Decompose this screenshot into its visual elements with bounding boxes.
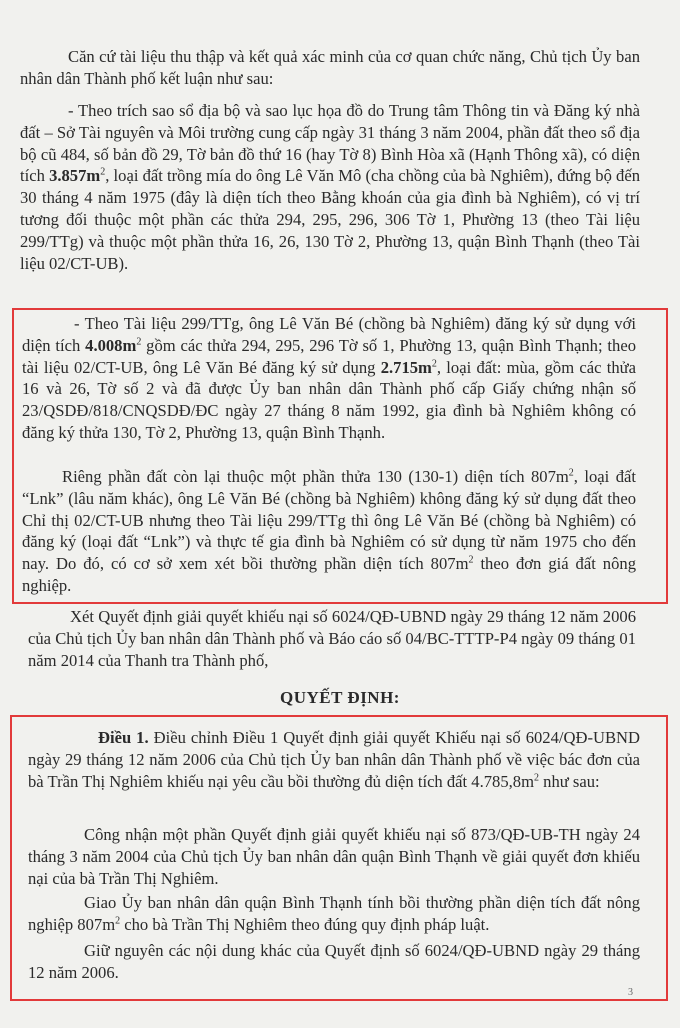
paragraph-text: như sau: bbox=[539, 771, 600, 791]
paragraph-text: - Theo trích sao sổ địa bộ và sao lục họa đồ do Trung tâm Thông tin và Đăng ký nhà đất – Sở Tài nguyên và Môi trường cung cấp ngày 31 tháng 3 năm 2004, phần đất theo sổ địa bộ cũ 484, số bản đồ 29, Tờ bản đồ thứ 16 (hay Tờ 8) Bình Hòa xã (Hạnh Thông xã), có diện tích bbox=[20, 101, 640, 186]
paragraph-considering-decision bbox=[28, 606, 636, 671]
paragraph-text: - Theo Tài liệu 299/TTg, ông Lê Văn Bé (chồng bà Nghiêm) đăng ký sử dụng với diện tích bbox=[22, 314, 636, 355]
intro-paragraph bbox=[20, 46, 640, 90]
paragraph-text: , loại đất: mùa, gồm các thửa 16 và 26, Tờ số 2 và đã được Ủy ban nhân dân Thành phố cấp Giấy chứng nhận số 23/QSDĐ/818/CNQSDĐ/ĐC ngày 27 tháng 8 năm 1992, gia đình bà Nghiêm không có đăng ký thửa 130, Tờ 2, Phường 13, quận Bình Thạnh. bbox=[22, 357, 637, 442]
paragraph-text: theo đơn giá đất nông nghiệp. bbox=[22, 554, 636, 595]
superscript: 2 bbox=[136, 336, 142, 348]
paragraph-text: Công nhận một phần Quyết định giải quyết khiếu nại số 873/QĐ-UB-TH ngày 24 tháng 3 năm 2004 của Chủ tịch Ủy ban nhân dân quận Bình Thạnh về giải quyết đơn khiếu nại của bà Trần Thị Nghiêm. bbox=[28, 825, 640, 888]
paragraph-keep-contents bbox=[28, 940, 640, 984]
paragraph-text: gồm các thửa 294, 295, 296 Tờ số 1, Phường 13, quận Bình Thạnh; theo tài liệu 02/CT-UB, ông Lê Văn Bé đăng ký sử dụng bbox=[22, 335, 636, 377]
paragraph-text: Xét Quyết định giải quyết khiếu nại số 6024/QĐ-UBND ngày 29 tháng 12 năm 2006 của Chủ tịch Ủy ban nhân dân Thành phố và Báo cáo số 04/BC-TTTP-P4 ngày 09 tháng 01 năm 2014 của Thanh tra Thành phố, bbox=[28, 607, 636, 670]
paragraph-text: , loại đất “Lnk” (lâu năm khác), ông Lê Văn Bé (chồng bà Nghiêm) không đăng ký sử dụng đất theo Chỉ thị 02/CT-UB nhưng theo Tài liệu 299/TTg thì ông Lê Văn Bé (chồng bà Nghiêm) có đăng ký (loại đất “Lnk”) và thực tế gia đình bà Nghiêm có sử dụng từ năm 1975 cho đến nay. Do đó, có cơ sở xem xét bồi thường phần diện tích 807m bbox=[22, 467, 637, 574]
paragraph-text: cho bà Trần Thị Nghiêm theo đúng quy định pháp luật. bbox=[120, 914, 490, 934]
article-label: Điều 1. bbox=[98, 728, 149, 747]
decision-heading: QUYẾT ĐỊNH: bbox=[280, 688, 400, 707]
superscript: 2 bbox=[431, 358, 437, 370]
paragraph-registration-299 bbox=[22, 313, 636, 444]
paragraph-text: , loại đất trồng mía do ông Lê Văn Mô (cha chồng của bà Nghiêm), đứng bộ đến 30 tháng 4 năm 1975 (đây là diện tích theo Bằng khoán của gia đình bà Nghiêm), có vị trí tương đối thuộc một phần các thửa 294, 295, 296, 306 Tờ 1, Phường 13 (theo Tài liệu 299/TTg) và thuộc một phần thửa 16, 26, 130 Tờ 2, Phường 13, quận Bình Thạnh (theo Tài liệu 02/CT-UB). bbox=[20, 166, 641, 273]
page-number: 3 bbox=[628, 987, 633, 998]
area-value: 3.857m bbox=[49, 166, 101, 186]
superscript: 2 bbox=[115, 915, 121, 927]
article-1 bbox=[28, 727, 640, 792]
paragraph-text: Giữ nguyên các nội dung khác của Quyết định số 6024/QĐ-UBND ngày 29 tháng 12 năm 2006. bbox=[28, 941, 640, 982]
paragraph-recognition bbox=[28, 824, 640, 889]
intro-text: Căn cứ tài liệu thu thập và kết quả xác minh của cơ quan chức năng, Chủ tịch Ủy ban nhân dân Thành phố kết luận như sau: bbox=[20, 47, 640, 88]
paragraph-text: Riêng phần đất còn lại thuộc một phần thửa 130 (130-1) diện tích 807m bbox=[62, 467, 569, 486]
superscript: 2 bbox=[100, 166, 106, 178]
paragraph-text: Điều chỉnh Điều 1 Quyết định giải quyết Khiếu nại số 6024/QĐ-UBND ngày 29 tháng 12 năm 2006 của Chủ tịch Ủy ban nhân dân Thành phố về việc bác đơn của bà Trần Thị Nghiêm khiếu nại yêu cầu bồi thường đủ diện tích đất 4.785,8m bbox=[28, 728, 640, 791]
area-value: 2.715m bbox=[380, 357, 432, 377]
paragraph-assignment bbox=[28, 892, 640, 936]
superscript: 2 bbox=[534, 772, 539, 784]
area-value: 4.008m bbox=[85, 335, 137, 355]
superscript: 2 bbox=[568, 467, 574, 479]
paragraph-cadastral-record bbox=[20, 100, 640, 274]
superscript: 2 bbox=[468, 554, 474, 566]
paragraph-text: Giao Ủy ban nhân dân quận Bình Thạnh tính bồi thường phần diện tích đất nông nghiệp 807m bbox=[28, 893, 640, 934]
paragraph-remaining-land bbox=[22, 466, 636, 597]
